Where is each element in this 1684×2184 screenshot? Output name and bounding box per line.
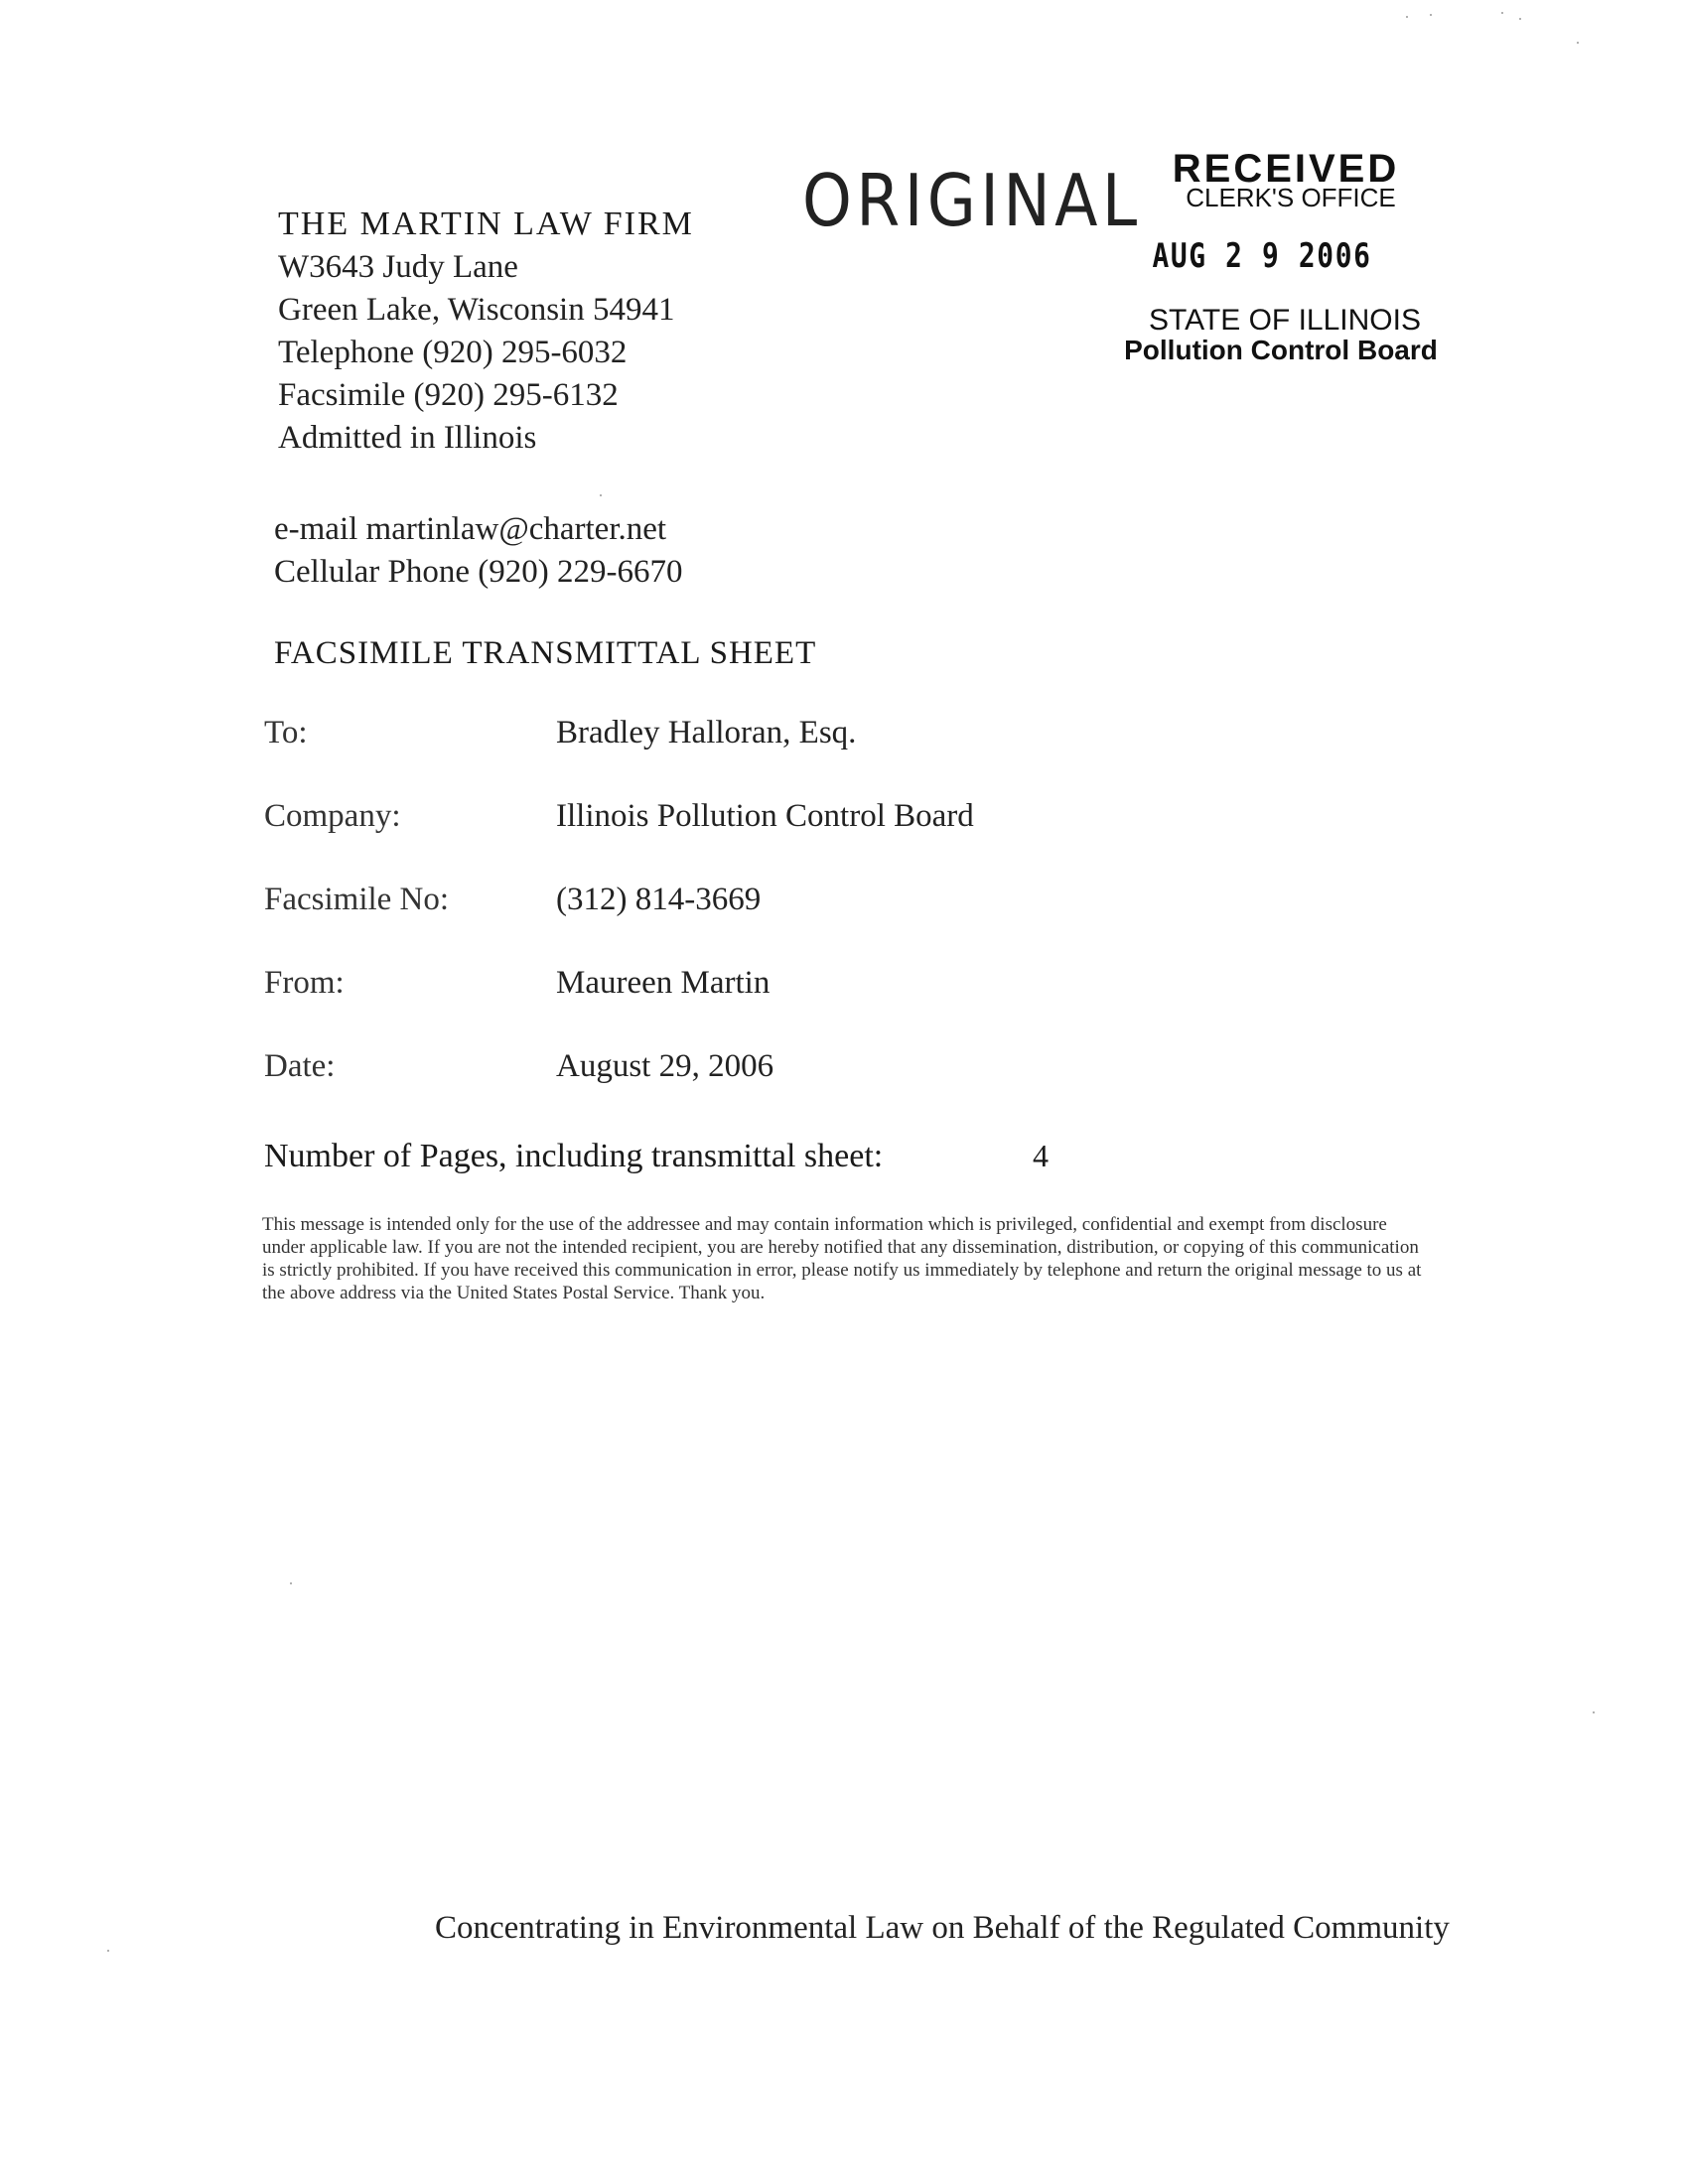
facsimile-line: Facsimile (920) 295-6132 [278,377,619,413]
scan-speck [107,1950,109,1952]
received-date: AUG 2 9 2006 [1152,236,1372,276]
received-board: Pollution Control Board [1124,335,1438,365]
pages-count: 4 [1033,1138,1049,1173]
field-value-facsimile: (312) 814-3669 [556,882,762,917]
scan-speck [600,494,602,496]
address-line-2: Green Lake, Wisconsin 54941 [278,292,675,328]
letterhead [278,203,794,460]
firm-name: THE MARTIN LAW FIRM [278,205,694,242]
field-label-facsimile: Facsimile No: [264,882,450,917]
scan-speck [1577,42,1579,44]
contact-block [274,508,683,594]
transmittal-title: FACSIMILE TRANSMITTAL SHEET [274,635,817,671]
admitted-line: Admitted in Illinois [278,420,537,456]
email-line: e-mail martinlaw@charter.net [274,511,667,547]
scan-speck [1593,1711,1595,1713]
received-title: RECEIVED [1172,147,1400,191]
scan-speck [1519,18,1521,20]
clerk-office: CLERK'S OFFICE [1186,183,1396,212]
pages-label: Number of Pages, including transmittal sheet: [264,1138,884,1174]
field-value-from: Maureen Martin [556,965,771,1001]
received-state: STATE OF ILLINOIS [1149,304,1421,337]
field-value-date: August 29, 2006 [556,1048,774,1084]
address-line-1: W3643 Judy Lane [278,249,518,285]
field-value-to: Bradley Halloran, Esq. [556,715,857,751]
scan-speck [1430,14,1432,16]
telephone-line: Telephone (920) 295-6032 [278,335,628,370]
scan-speck [1501,12,1503,14]
original-stamp: ORIGINAL [802,159,1142,242]
field-label-from: From: [264,965,345,1001]
cellular-line: Cellular Phone (920) 229-6670 [274,554,683,590]
field-value-company: Illinois Pollution Control Board [556,798,974,834]
field-label-company: Company: [264,798,401,834]
footer-tagline: Concentrating in Environmental Law on Behalf of the Regulated Community [435,1910,1450,1946]
scan-speck [1406,16,1408,18]
received-stamp [1082,149,1460,365]
confidentiality-notice: This message is intended only for the use of the addressee and may contain information which is privileged, confidential and exempt from disclosure under applicable law. If you are not the intended recipient, you are hereby notified that any dissemination, distribution, or copying of this communication is strictly prohibited. If you have received this communication in error, please notify us immediately by telephone and return the original message to us at the above address via the United States Postal Service. Thank you. [262,1214,1422,1303]
scan-speck [290,1582,292,1584]
field-label-to: To: [264,715,308,751]
field-label-date: Date: [264,1048,336,1084]
